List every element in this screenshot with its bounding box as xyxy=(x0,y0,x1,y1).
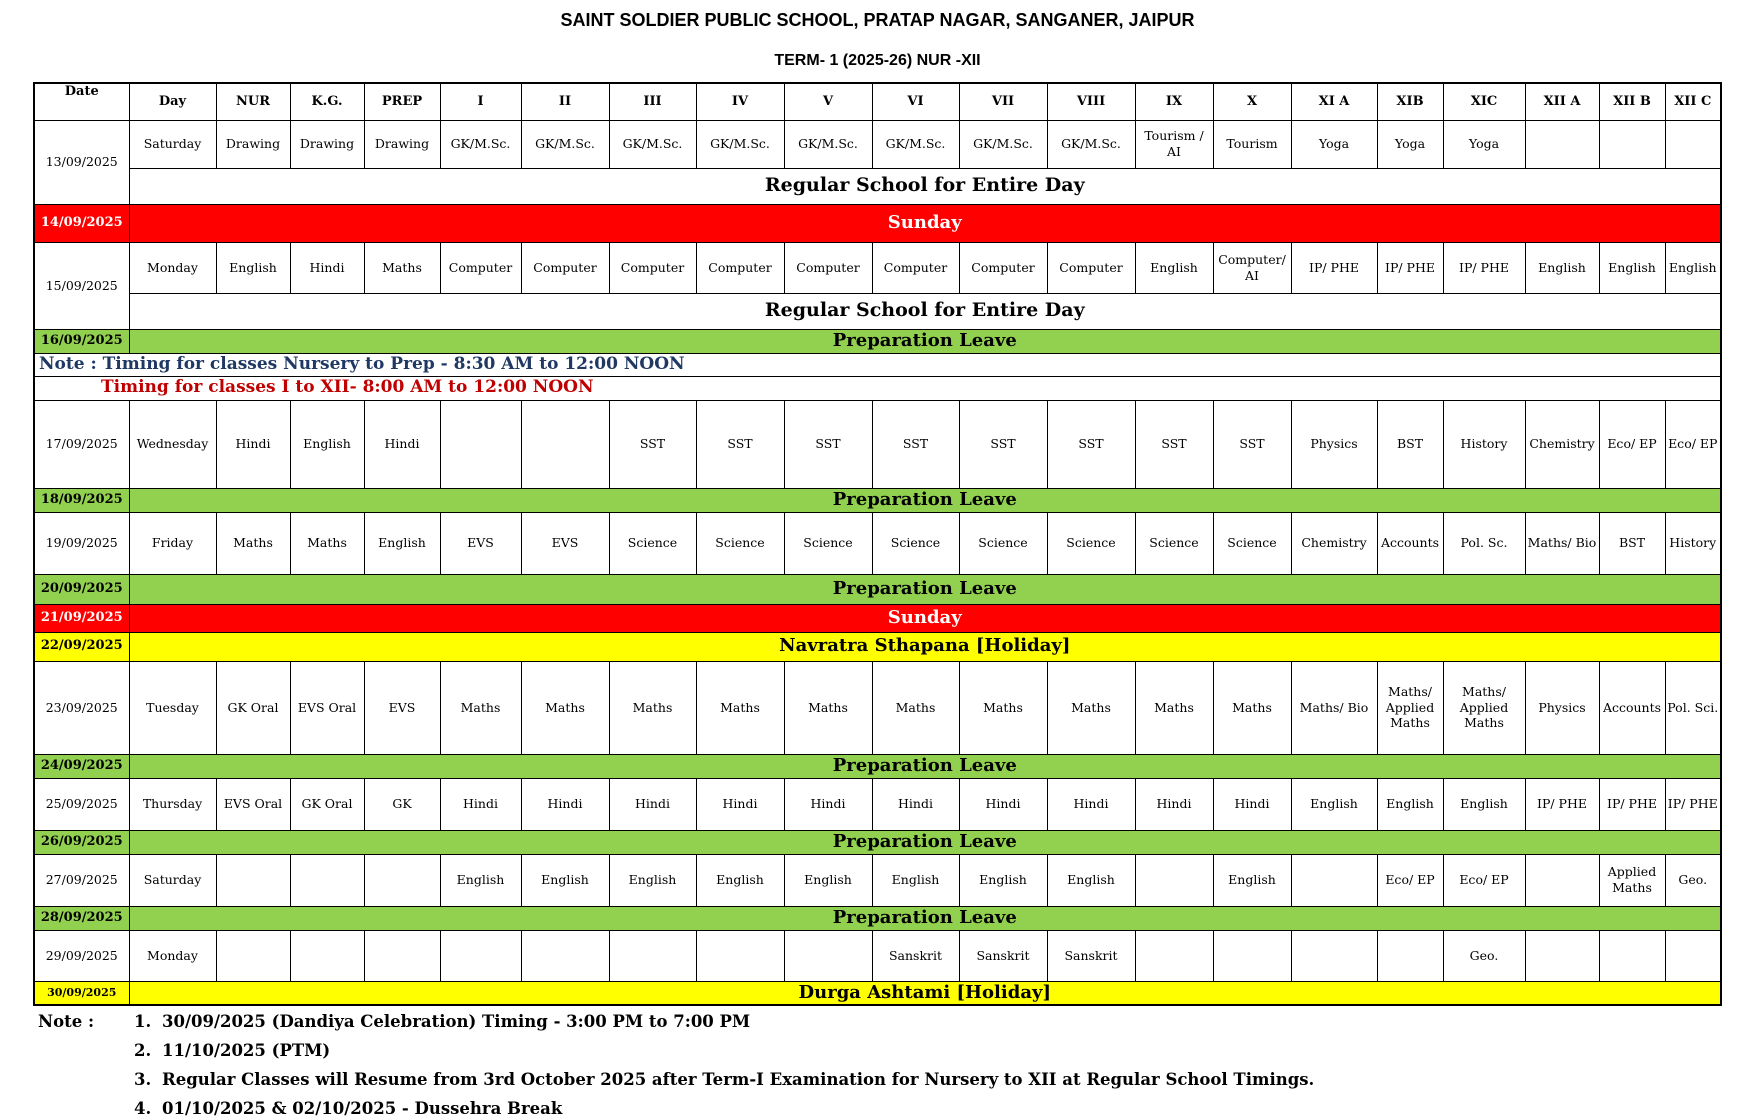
subject-cell: Maths xyxy=(521,661,609,754)
subject-cell: Hindi xyxy=(609,778,696,830)
subject-cell: IP/ PHE xyxy=(1377,242,1443,293)
subject-cell: GK/M.Sc. xyxy=(1047,120,1135,168)
subject-cell: Computer xyxy=(696,242,784,293)
subject-cell: Maths xyxy=(959,661,1047,754)
subject-cell xyxy=(1135,930,1213,981)
day-cell: Wednesday xyxy=(129,400,216,488)
date-cell: 22/09/2025 xyxy=(34,632,129,661)
subject-cell: English xyxy=(784,854,872,906)
day-row xyxy=(34,854,1721,906)
band-row-sunday xyxy=(34,204,1721,242)
subject-cell: Hindi xyxy=(440,778,521,830)
subject-cell: Hindi xyxy=(696,778,784,830)
subject-cell xyxy=(1377,930,1443,981)
subject-cell xyxy=(521,400,609,488)
subject-cell: Sanskrit xyxy=(872,930,959,981)
subject-cell: Hindi xyxy=(1047,778,1135,830)
header-class: V xyxy=(784,83,872,120)
footer-note-item: 4. 01/10/2025 & 02/10/2025 - Dussehra Break xyxy=(134,1099,563,1118)
day-cell: Tuesday xyxy=(129,661,216,754)
subject-cell: SST xyxy=(1047,400,1135,488)
subject-cell: IP/ PHE xyxy=(1291,242,1377,293)
header-class: XII B xyxy=(1599,83,1665,120)
subject-cell: Tourism xyxy=(1213,120,1291,168)
regular-school-note: Regular School for Entire Day xyxy=(129,293,1721,329)
subject-cell: English xyxy=(1443,778,1525,830)
day-row xyxy=(34,120,1721,168)
subject-cell: GK Oral xyxy=(290,778,364,830)
band-row-leave xyxy=(34,906,1721,930)
subject-cell: GK/M.Sc. xyxy=(872,120,959,168)
day-row xyxy=(34,512,1721,574)
subject-cell: IP/ PHE xyxy=(1443,242,1525,293)
date-cell: 14/09/2025 xyxy=(34,204,129,242)
subject-cell: EVS xyxy=(440,512,521,574)
subject-cell: English xyxy=(216,242,290,293)
footer-note-item: 2. 11/10/2025 (PTM) xyxy=(134,1041,331,1060)
band-row-leave xyxy=(34,574,1721,604)
date-cell: 23/09/2025 xyxy=(34,661,129,754)
subject-cell: Sanskrit xyxy=(1047,930,1135,981)
subject-cell xyxy=(784,930,872,981)
band-row-leave xyxy=(34,488,1721,512)
subject-cell: Maths xyxy=(784,661,872,754)
subject-cell: English xyxy=(696,854,784,906)
date-cell: 19/09/2025 xyxy=(34,512,129,574)
subject-cell xyxy=(696,930,784,981)
subject-cell: English xyxy=(1599,242,1665,293)
subject-cell xyxy=(1291,930,1377,981)
subject-cell: History xyxy=(1665,512,1721,574)
subject-cell: Computer xyxy=(959,242,1047,293)
subject-cell: Accounts xyxy=(1599,661,1665,754)
subject-cell xyxy=(1291,854,1377,906)
subject-cell: English xyxy=(959,854,1047,906)
date-cell: 20/09/2025 xyxy=(34,574,129,604)
subject-cell: Science xyxy=(1047,512,1135,574)
subject-cell: Hindi xyxy=(216,400,290,488)
day-cell: Monday xyxy=(129,930,216,981)
subject-cell: Maths/ Bio xyxy=(1291,661,1377,754)
band-row-leave xyxy=(34,830,1721,854)
subject-cell: SST xyxy=(609,400,696,488)
subject-cell: Chemistry xyxy=(1291,512,1377,574)
subject-cell: Science xyxy=(1135,512,1213,574)
day-row xyxy=(34,661,1721,754)
subject-cell: Geo. xyxy=(1665,854,1721,906)
day-cell: Monday xyxy=(129,242,216,293)
subject-cell: Maths/ Applied Maths xyxy=(1443,661,1525,754)
subject-cell: BST xyxy=(1377,400,1443,488)
header-class: III xyxy=(609,83,696,120)
footer-note-item: 1. 30/09/2025 (Dandiya Celebration) Timing - 3:00 PM to 7:00 PM xyxy=(134,1012,751,1031)
subject-cell: Sanskrit xyxy=(959,930,1047,981)
subject-cell: Science xyxy=(872,512,959,574)
subject-cell: Computer xyxy=(784,242,872,293)
regular-school-note: Regular School for Entire Day xyxy=(129,168,1721,204)
subject-cell: SST xyxy=(872,400,959,488)
subject-cell: Eco/ EP xyxy=(1377,854,1443,906)
day-cell: Saturday xyxy=(129,854,216,906)
subject-cell xyxy=(290,854,364,906)
exam-schedule-table xyxy=(33,82,1722,1006)
header-class: VII xyxy=(959,83,1047,120)
subject-cell: Chemistry xyxy=(1525,400,1599,488)
subject-cell: English xyxy=(1665,242,1721,293)
subject-cell: English xyxy=(609,854,696,906)
subject-cell: Physics xyxy=(1525,661,1599,754)
band-label-leave: Preparation Leave xyxy=(129,906,1721,930)
date-cell: 28/09/2025 xyxy=(34,906,129,930)
subject-cell: Eco/ EP xyxy=(1443,854,1525,906)
subject-cell: Computer xyxy=(1047,242,1135,293)
subject-cell: Maths xyxy=(872,661,959,754)
subject-cell: Science xyxy=(959,512,1047,574)
subject-cell xyxy=(1665,120,1721,168)
subject-cell: English xyxy=(290,400,364,488)
header-class: K.G. xyxy=(290,83,364,120)
subject-cell: Geo. xyxy=(1443,930,1525,981)
subject-cell: Hindi xyxy=(959,778,1047,830)
subject-cell: Maths/ Bio xyxy=(1525,512,1599,574)
subject-cell: Science xyxy=(784,512,872,574)
subject-cell: SST xyxy=(784,400,872,488)
subject-cell: EVS xyxy=(364,661,440,754)
date-cell: 25/09/2025 xyxy=(34,778,129,830)
subject-cell: English xyxy=(1377,778,1443,830)
subject-cell: GK xyxy=(364,778,440,830)
day-cell: Friday xyxy=(129,512,216,574)
timing-note-nursery: Note : Timing for classes Nursery to Prep - 8:30 AM to 12:00 NOON xyxy=(39,353,685,374)
subject-cell: GK/M.Sc. xyxy=(696,120,784,168)
subject-cell: GK Oral xyxy=(216,661,290,754)
subject-cell: Hindi xyxy=(364,400,440,488)
subject-cell: EVS Oral xyxy=(216,778,290,830)
subject-cell: Computer/ AI xyxy=(1213,242,1291,293)
subject-cell xyxy=(1525,854,1599,906)
subject-cell: Maths xyxy=(1047,661,1135,754)
date-cell: 17/09/2025 xyxy=(34,400,129,488)
subject-cell: EVS xyxy=(521,512,609,574)
subject-cell xyxy=(364,930,440,981)
subject-cell: Hindi xyxy=(872,778,959,830)
subject-cell xyxy=(1665,930,1721,981)
subject-cell xyxy=(609,930,696,981)
subject-cell xyxy=(290,930,364,981)
subject-cell: Maths xyxy=(609,661,696,754)
subject-cell xyxy=(1599,930,1665,981)
subject-cell: EVS Oral xyxy=(290,661,364,754)
day-row xyxy=(34,778,1721,830)
subject-cell xyxy=(440,400,521,488)
subject-cell xyxy=(440,930,521,981)
subject-cell: IP/ PHE xyxy=(1665,778,1721,830)
subject-cell: SST xyxy=(1213,400,1291,488)
band-row-holiday xyxy=(34,981,1721,1005)
footer-notes-label: Note : xyxy=(38,1012,95,1031)
subject-cell xyxy=(521,930,609,981)
subject-cell: English xyxy=(1135,242,1213,293)
subject-cell: SST xyxy=(1135,400,1213,488)
band-label-leave: Preparation Leave xyxy=(129,488,1721,512)
subject-cell: Science xyxy=(1213,512,1291,574)
subject-cell: Tourism / AI xyxy=(1135,120,1213,168)
subject-cell: Computer xyxy=(872,242,959,293)
subject-cell: Maths xyxy=(364,242,440,293)
date-cell: 13/09/2025 xyxy=(34,120,129,204)
subject-cell: SST xyxy=(959,400,1047,488)
header-class: X xyxy=(1213,83,1291,120)
subject-cell xyxy=(216,854,290,906)
day-cell: Thursday xyxy=(129,778,216,830)
subject-cell: Eco/ EP xyxy=(1665,400,1721,488)
subject-cell: IP/ PHE xyxy=(1599,778,1665,830)
band-row-sunday xyxy=(34,604,1721,632)
subject-cell: Maths xyxy=(696,661,784,754)
subject-cell: Computer xyxy=(440,242,521,293)
note-row xyxy=(34,168,1721,204)
subject-cell: IP/ PHE xyxy=(1525,778,1599,830)
timing-note-senior: Timing for classes I to XII- 8:00 AM to 12:00 NOON xyxy=(34,376,1721,400)
subject-cell: English xyxy=(521,854,609,906)
subject-cell: BST xyxy=(1599,512,1665,574)
subject-cell: English xyxy=(364,512,440,574)
date-cell: 29/09/2025 xyxy=(34,930,129,981)
subject-cell xyxy=(364,854,440,906)
header-class: XII C xyxy=(1665,83,1721,120)
subject-cell: Maths xyxy=(290,512,364,574)
subject-cell: Physics xyxy=(1291,400,1377,488)
date-cell: 30/09/2025 xyxy=(34,981,129,1005)
header-class: VIII xyxy=(1047,83,1135,120)
header-row xyxy=(34,83,1721,120)
subject-cell: English xyxy=(1291,778,1377,830)
band-label-holiday: Navratra Sthapana [Holiday] xyxy=(129,632,1721,661)
band-label-leave: Preparation Leave xyxy=(129,830,1721,854)
header-class: II xyxy=(521,83,609,120)
subject-cell: Hindi xyxy=(784,778,872,830)
subject-cell: Computer xyxy=(521,242,609,293)
subject-cell: Hindi xyxy=(521,778,609,830)
subject-cell: Computer xyxy=(609,242,696,293)
subject-cell: GK/M.Sc. xyxy=(784,120,872,168)
band-label-leave: Preparation Leave xyxy=(129,574,1721,604)
date-cell: 18/09/2025 xyxy=(34,488,129,512)
band-label-sunday: Sunday xyxy=(129,604,1721,632)
day-row xyxy=(34,242,1721,293)
band-row-leave xyxy=(34,754,1721,778)
subject-cell: English xyxy=(1525,242,1599,293)
school-title: SAINT SOLDIER PUBLIC SCHOOL, PRATAP NAGAR, SANGANER, JAIPUR xyxy=(560,10,1195,30)
subject-cell: Yoga xyxy=(1291,120,1377,168)
header-class: NUR xyxy=(216,83,290,120)
header-class: I xyxy=(440,83,521,120)
subject-cell: GK/M.Sc. xyxy=(440,120,521,168)
subject-cell: Yoga xyxy=(1377,120,1443,168)
header-class: VI xyxy=(872,83,959,120)
subject-cell xyxy=(1525,930,1599,981)
subject-cell: SST xyxy=(696,400,784,488)
subject-cell: Maths/ Applied Maths xyxy=(1377,661,1443,754)
subject-cell: English xyxy=(1047,854,1135,906)
header-class: XIB xyxy=(1377,83,1443,120)
term-title: TERM- 1 (2025-26) NUR -XII xyxy=(774,52,981,69)
band-label-holiday: Durga Ashtami [Holiday] xyxy=(129,981,1721,1005)
subject-cell xyxy=(1135,854,1213,906)
header-date: Date xyxy=(34,83,129,120)
date-cell: 21/09/2025 xyxy=(34,604,129,632)
header-class: IV xyxy=(696,83,784,120)
subject-cell xyxy=(1599,120,1665,168)
subject-cell: GK/M.Sc. xyxy=(959,120,1047,168)
subject-cell xyxy=(1213,930,1291,981)
date-cell: 16/09/2025 xyxy=(34,329,129,353)
header-class: PREP xyxy=(364,83,440,120)
subject-cell: Applied Maths xyxy=(1599,854,1665,906)
day-row xyxy=(34,930,1721,981)
header-class: IX xyxy=(1135,83,1213,120)
subject-cell: Drawing xyxy=(216,120,290,168)
subject-cell: Accounts xyxy=(1377,512,1443,574)
subject-cell: Hindi xyxy=(1135,778,1213,830)
band-label-leave: Preparation Leave xyxy=(129,754,1721,778)
subject-cell: GK/M.Sc. xyxy=(609,120,696,168)
subject-cell xyxy=(216,930,290,981)
day-cell: Saturday xyxy=(129,120,216,168)
subject-cell: Pol. Sci. xyxy=(1665,661,1721,754)
band-row-holiday xyxy=(34,632,1721,661)
subject-cell xyxy=(1525,120,1599,168)
footer-note-item: 3. Regular Classes will Resume from 3rd October 2025 after Term-I Examination for Nursery to XII at Regular School Timings. xyxy=(134,1070,1315,1089)
date-cell: 15/09/2025 xyxy=(34,242,129,329)
subject-cell: Maths xyxy=(1213,661,1291,754)
subject-cell: Maths xyxy=(440,661,521,754)
band-row-leave xyxy=(34,329,1721,353)
subject-cell: English xyxy=(872,854,959,906)
header-class: XIC xyxy=(1443,83,1525,120)
subject-cell: Maths xyxy=(1135,661,1213,754)
subject-cell: History xyxy=(1443,400,1525,488)
day-row xyxy=(34,400,1721,488)
subject-cell: Yoga xyxy=(1443,120,1525,168)
subject-cell: GK/M.Sc. xyxy=(521,120,609,168)
note-row xyxy=(34,293,1721,329)
header-class: XII A xyxy=(1525,83,1599,120)
timing-note-row xyxy=(34,376,1721,400)
timing-note-row xyxy=(34,353,1721,376)
band-label-sunday: Sunday xyxy=(129,204,1721,242)
subject-cell: Drawing xyxy=(290,120,364,168)
date-cell: 26/09/2025 xyxy=(34,830,129,854)
subject-cell: Pol. Sc. xyxy=(1443,512,1525,574)
date-cell: 24/09/2025 xyxy=(34,754,129,778)
subject-cell: Maths xyxy=(216,512,290,574)
subject-cell: Eco/ EP xyxy=(1599,400,1665,488)
subject-cell: Hindi xyxy=(290,242,364,293)
subject-cell: Hindi xyxy=(1213,778,1291,830)
band-label-leave: Preparation Leave xyxy=(129,329,1721,353)
subject-cell: Science xyxy=(696,512,784,574)
subject-cell: Science xyxy=(609,512,696,574)
header-class: XI A xyxy=(1291,83,1377,120)
header-day: Day xyxy=(129,83,216,120)
subject-cell: English xyxy=(440,854,521,906)
subject-cell: Drawing xyxy=(364,120,440,168)
subject-cell: English xyxy=(1213,854,1291,906)
date-cell: 27/09/2025 xyxy=(34,854,129,906)
